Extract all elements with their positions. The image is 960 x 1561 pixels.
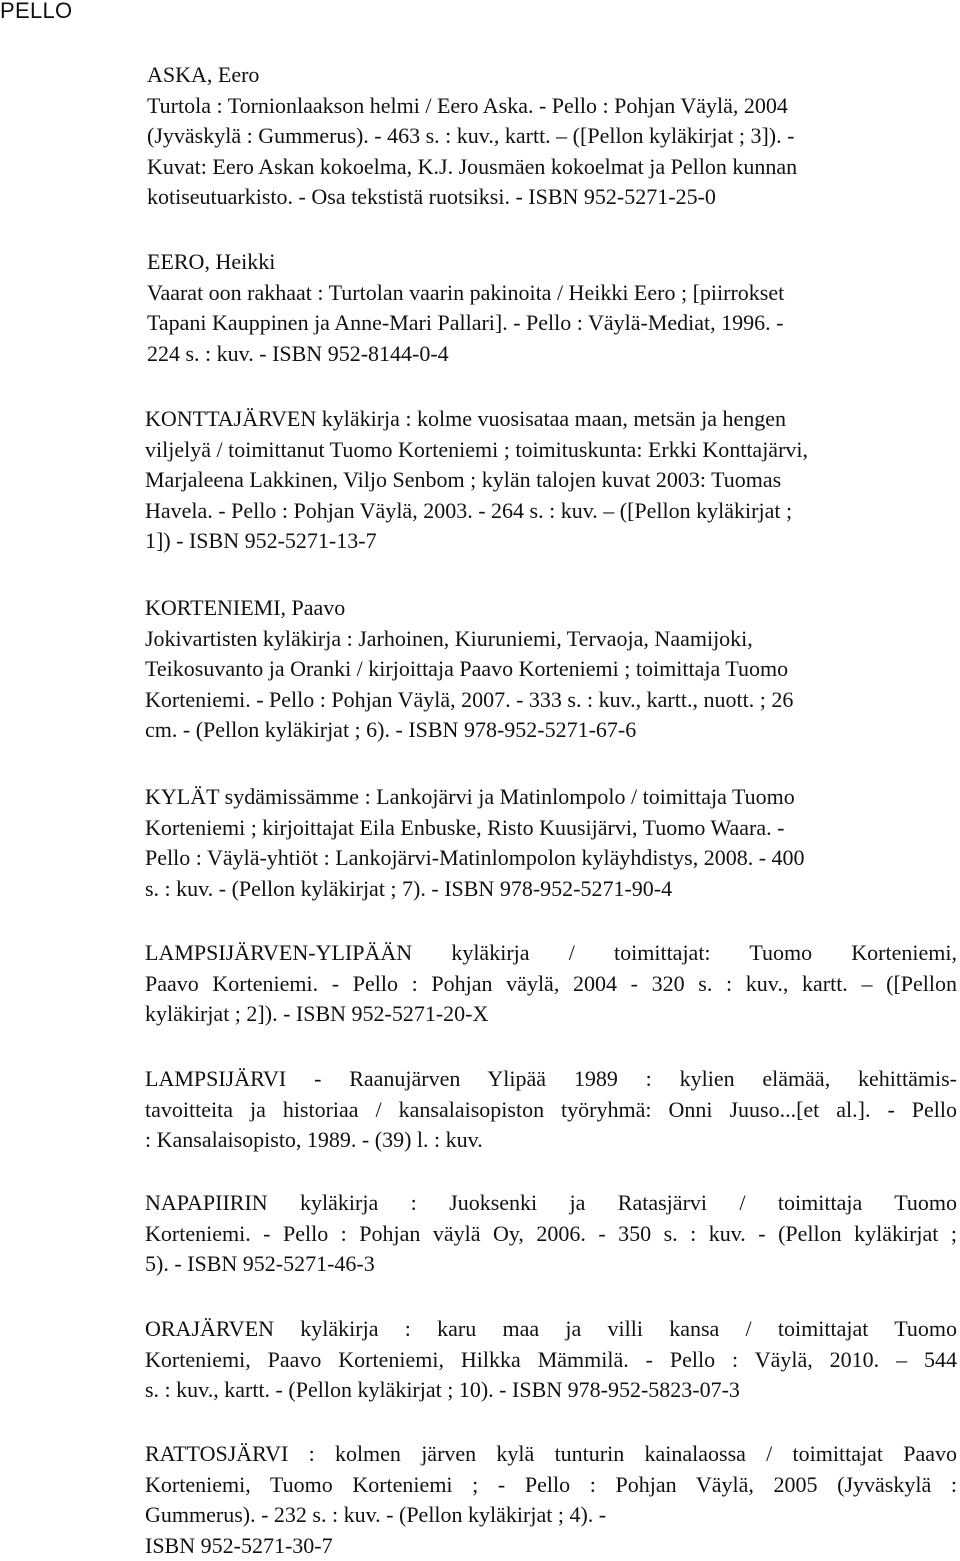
entry-line: Korteniemi, Paavo Korteniemi, Hilkka Mämmilä. - Pello : Väylä, 2010. – 544 [145, 1346, 957, 1372]
entry-line: kotiseutuarkisto. - Osa tekstistä ruotsiksi. - ISBN 952-5271-25-0 [147, 184, 716, 210]
entry-line: s. : kuv. - (Pellon kyläkirjat ; 7). - ISBN 978-952-5271-90-4 [145, 875, 673, 901]
entry-line: Turtola : Tornionlaakson helmi / Eero Aska. - Pello : Pohjan Väylä, 2004 [147, 92, 788, 118]
bibliography-entry [145, 1188, 957, 1280]
entry-heading: RATTOSJÄRVI : kolmen järven kylä tunturin kainalaossa / toimittajat Paavo [145, 1441, 957, 1466]
entry-line: kyläkirjat ; 2]). - ISBN 952-5271-20-X [145, 1001, 489, 1027]
entry-line: Jokivartisten kyläkirja : Jarhoinen, Kiuruniemi, Tervaoja, Naamijoki, [145, 625, 753, 651]
entry-line: Gummerus). - 232 s. : kuv. - (Pellon kyläkirjat ; 4). - [145, 1502, 607, 1528]
bibliography-entry [145, 1064, 957, 1156]
entry-line: Tapani Kauppinen ja Anne-Mari Pallari]. - Pello : Väylä-Mediat, 1996. - [147, 310, 784, 336]
entry-line: 224 s. : kuv. - ISBN 952-8144-0-4 [147, 340, 449, 366]
bibliography-entry [147, 60, 925, 213]
entry-line: ISBN 952-5271-30-7 [145, 1532, 333, 1558]
entry-line: Pello : Väylä-yhtiöt : Lankojärvi-Matinlompolon kyläyhdistys, 2008. - 400 [145, 845, 805, 871]
entry-heading: EERO, Heikki [147, 249, 276, 274]
entry-line: Kuvat: Eero Askan kokoelma, K.J. Jousmäen kokoelmat ja Pellon kunnan [147, 153, 798, 179]
bibliography-entry [145, 1439, 957, 1561]
entry-line: : Kansalaisopisto, 1989. - (39) l. : kuv. [145, 1127, 483, 1153]
entry-line: Korteniemi ; kirjoittajat Eila Enbuske, Risto Kuusijärvi, Tuomo Waara. - [145, 814, 785, 840]
entry-heading: NAPAPIIRIN kyläkirja : Juoksenki ja Ratasjärvi / toimittaja Tuomo [145, 1190, 957, 1215]
bibliography-entry [145, 593, 945, 746]
entry-line: tavoitteita ja historiaa / kansalaisopiston työryhmä: Onni Juuso...[et al.]. - Pello [145, 1096, 957, 1122]
entry-heading: ASKA, Eero [147, 62, 260, 87]
entry-heading: KYLÄT sydämissämme : Lankojärvi ja Matinlompolo / toimittaja Tuomo [145, 784, 795, 809]
entry-line: Korteniemi, Tuomo Korteniemi ; - Pello : Pohjan Väylä, 2005 (Jyväskylä : [145, 1471, 957, 1497]
entry-line: 5). - ISBN 952-5271-46-3 [145, 1251, 375, 1277]
entry-line: viljelyä / toimittanut Tuomo Korteniemi ; toimituskunta: Erkki Konttajärvi, [145, 436, 809, 462]
entry-heading: LAMPSIJÄRVI - Raanujärven Ylipää 1989 : kylien elämää, kehittämis- [145, 1066, 957, 1091]
bibliography-entry [145, 404, 945, 557]
page-title: PELLO [0, 0, 73, 23]
entry-line: Vaarat oon rakhaat : Turtolan vaarin pakinoita / Heikki Eero ; [piirrokset [147, 279, 785, 305]
bibliography-entry [145, 1314, 957, 1406]
entry-line: s. : kuv., kartt. - (Pellon kyläkirjat ; 10). - ISBN 978-952-5823-07-3 [145, 1377, 740, 1403]
entry-heading: LAMPSIJÄRVEN-YLIPÄÄN kyläkirja / toimittajat: Tuomo Korteniemi, [145, 940, 957, 965]
entry-line: Marjaleena Lakkinen, Viljo Senbom ; kylän talojen kuvat 2003: Tuomas [145, 467, 782, 493]
bibliography-entry [147, 247, 925, 369]
entry-line: Korteniemi. - Pello : Pohjan väylä Oy, 2006. - 350 s. : kuv. - (Pellon kyläkirjat ; [145, 1220, 957, 1246]
entry-heading: ORAJÄRVEN kyläkirja : karu maa ja villi kansa / toimittajat Tuomo [145, 1316, 957, 1341]
entry-heading: KONTTAJÄRVEN kyläkirja : kolme vuosisataa maan, metsän ja hengen [145, 406, 787, 431]
bibliography-entry [145, 938, 957, 1030]
entry-line: Havela. - Pello : Pohjan Väylä, 2003. - 264 s. : kuv. – ([Pellon kyläkirjat ; [145, 497, 793, 523]
bibliography-entry [145, 782, 945, 904]
entry-line: Paavo Korteniemi. - Pello : Pohjan väylä, 2004 - 320 s. : kuv., kartt. – ([Pellon [145, 970, 957, 996]
entry-line: 1]) - ISBN 952-5271-13-7 [145, 528, 377, 554]
entry-line: (Jyväskylä : Gummerus). - 463 s. : kuv., kartt. – ([Pellon kyläkirjat ; 3]). - [147, 123, 795, 149]
entry-line: cm. - (Pellon kyläkirjat ; 6). - ISBN 978-952-5271-67-6 [145, 717, 637, 743]
entry-heading: KORTENIEMI, Paavo [145, 595, 346, 620]
entry-line: Teikosuvanto ja Oranki / kirjoittaja Paavo Korteniemi ; toimittaja Tuomo [145, 656, 789, 682]
entry-line: Korteniemi. - Pello : Pohjan Väylä, 2007. - 333 s. : kuv., kartt., nuott. ; 26 [145, 686, 794, 712]
